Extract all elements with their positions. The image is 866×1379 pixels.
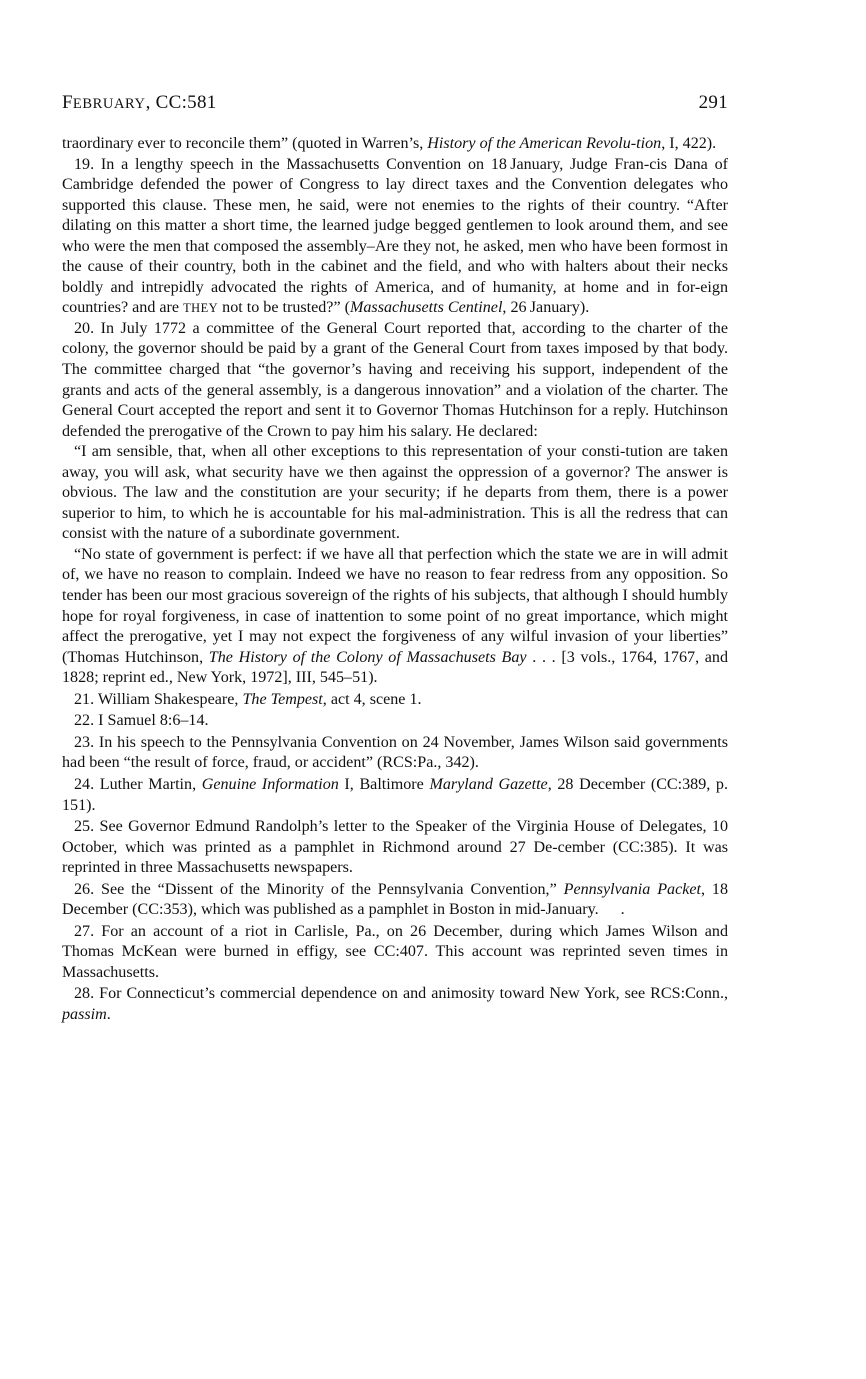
note-27: 27. For an account of a riot in Carlisle, Pa., on 26 December, during which James Wilson and Thomas McKean were burned in effigy, see CC:407. This account was reprinted seven times in Massachusetts.: [62, 922, 728, 981]
continued-note-paragraph: traordinary ever to reconcile them” (quoted in Warren’s, History of the American Revolu-tion, I, 422).: [62, 135, 717, 152]
notes-body: [62, 134, 728, 1026]
page: [62, 92, 728, 1026]
note-20-quote-1: “I am sensible, that, when all other exceptions to this representation of your consti-tution are taken away, you will ask, what security have we then against the oppression of a governor? The answer is obvious. The law and the constitution are your security; if he departs from them, there is a power superior to him, to which he is accountable for his mal-administration. This is all the redress that can consist with the nature of a subordinate government.: [62, 443, 728, 543]
running-head: FEBRUARY, CC:581: [62, 92, 217, 113]
note-26: 26. See the “Dissent of the Minority of the Pennsylvania Convention,” Pennsylvania Packet, 18 December (CC:353), which was published as a pamphlet in Boston in mid-January. .: [62, 880, 728, 921]
stray-mark: .: [620, 901, 625, 919]
running-header: [62, 92, 728, 114]
note-20-quote-2: “No state of government is perfect: if we have all that perfection which the state we are in will admit of, we have no reason to complain. Indeed we have no reason to fear redress from any opposition. So tender has been our most gracious sovereign of the rights of his subjects, that although I should humbly hope for royal forgiveness, in case of inattention to some point of no great importance, which might affect the prerogative, yet I may not expect the forgiveness of any wilful invasion of your liberties” (Thomas Hutchinson, The History of the Colony of Massachusets Bay . . . [3 vols., 1764, 1767, and 1828; reprint ed., New York, 1972], III, 545–51).: [62, 545, 729, 687]
note-25: 25. See Governor Edmund Randolph’s letter to the Speaker of the Virginia House of Delegates, 10 October, which was printed as a pamphlet in Richmond around 27 De-cember (CC:385). It was reprinted in three Massachusetts newspapers.: [62, 818, 728, 877]
note-19: 19. In a lengthy speech in the Massachusetts Convention on 18 January, Judge Fran-cis Dana of Cambridge defended the power of Congress to lay direct taxes and the Convention delegates who supported this clause. These men, he said, were not enemies to the rights of their country. “After dilating on this matter a short time, the learned judge begged gentlemen to look around them, and see who were the men that composed the assembly–Are they not, he asked, men who have been formost in the cause of their country, both in the cabinet and the field, and who with halters about their necks boldly and intrepidly advocated the rights of America, and of humanity, at home and in for-eign countries? and are THEY not to be trusted?” (Massachusetts Centinel, 26 January).: [62, 155, 728, 317]
note-22: 22. I Samuel 8:6–14.: [74, 712, 209, 730]
note-21: 21. William Shakespeare, The Tempest, act 4, scene 1.: [74, 690, 422, 708]
page-number: 291: [698, 92, 728, 113]
note-24: 24. Luther Martin, Genuine Information I, Baltimore Maryland Gazette, 28 December (CC:389, p. 151).: [62, 775, 728, 814]
note-23: 23. In his speech to the Pennsylvania Convention on 24 November, James Wilson said governments had been “the result of force, fraud, or accident” (RCS:Pa., 342).: [62, 733, 728, 772]
note-28: 28. For Connecticut’s commercial dependence on and animosity toward New York, see RCS:Conn., passim.: [62, 985, 728, 1023]
note-20: 20. In July 1772 a committee of the General Court reported that, according to the charter of the colony, the governor should be paid by a grant of the General Court from taxes imposed by that body. The committee charged that “the governor’s having and receiving his support, independent of the grants and acts of the general assembly, is a dangerous innovation” and a violation of the charter. The General Court accepted the report and sent it to Governor Thomas Hutchinson for a reply. Hutchinson defended the prerogative of the Crown to pay him his salary. He declared:: [62, 319, 728, 440]
